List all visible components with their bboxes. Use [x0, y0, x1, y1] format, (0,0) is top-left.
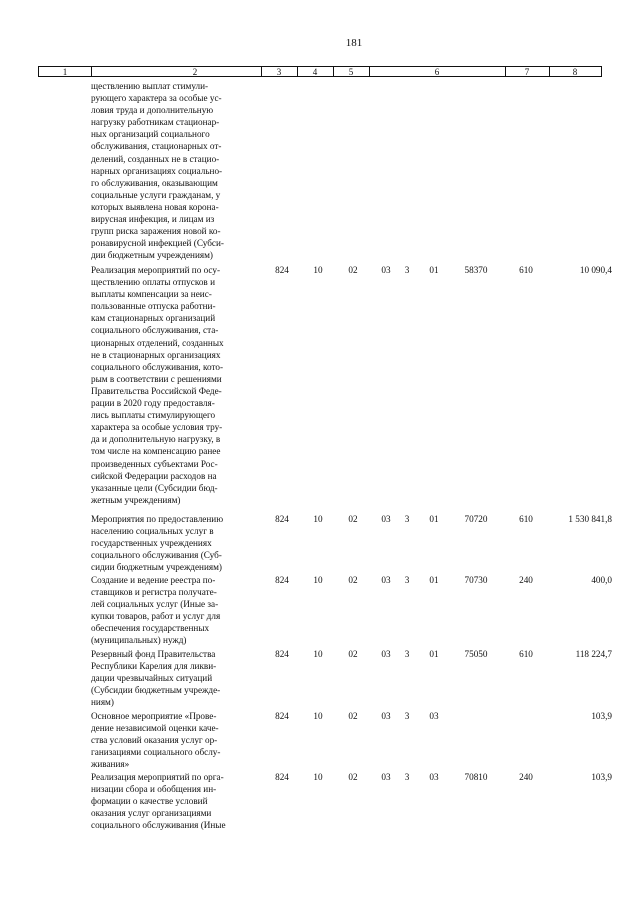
cell-subprogram: 3 — [404, 711, 410, 721]
cell-direction: 70730 — [464, 575, 488, 585]
cell-amount: 118 224,7 — [575, 649, 612, 659]
cell-amount: 400,0 — [591, 575, 612, 585]
cell-activity: 03 — [429, 711, 439, 721]
cell-ministry: 824 — [275, 711, 289, 721]
row-description: Создание и ведение реестра по- ставщиков и регистра получате- лей социальных услуг (Иные за- купки товаров, работ и услуг для обеспечения государственных (муниципальных) нужд) — [91, 575, 221, 646]
row-description: Реализация мероприятий по орга- низации сбора и обобщения ин- формации о качестве условий оказания услуг организациями социального обслуживания (Иные — [91, 772, 226, 831]
row-description: ществлению выплат стимули- рующего характера за особые ус- ловия труда и дополнительную нагрузку работникам стационар- ных организаций социального обслуживания, стационарных от- делений, созданных не в стацио- нарных организациях социально- го обслуживания, оказывающим социальные услуги гражданам, у которых выявлена новая корона- вирусная инфекция, и лицам из групп риска заражения новой ко- ронавирусной инфекцией (Субси- дии бюджетным учреждениям) — [91, 81, 224, 261]
cell-activity: 01 — [429, 649, 439, 659]
cell-subprogram: 3 — [404, 649, 410, 659]
page-number: 181 — [345, 37, 363, 49]
cell-program: 03 — [381, 772, 391, 782]
cell-activity: 01 — [429, 575, 439, 585]
row-description: Реализация мероприятий по осу- ществлению оплаты отпусков и выплаты компенсации за неис- пользованные отпуска работни- кам стационарных организаций социального обслуживания, ста- ционарных отделений, созданных не в стационарных организациях социального обслуживания, кото- рым в соответствии с решениями Правительства Российской Феде- рации в 2020 году предоставля- лись выплаты стимулирующего характера за особые условия тру- да и дополнительную нагрузку, в том числе на компенсацию ранее произведенных субъектами Рос- сийской Федерации расходов на указанные цели (Субсидии бюд- жетным учреждениям) — [91, 265, 224, 505]
header-col-4: 4 — [312, 67, 318, 77]
cell-amount: 1 530 841,8 — [568, 514, 612, 524]
row-description: Мероприятия по предоставлению населению социальных услуг в государственных учреждениях социального обслуживания (Суб- сидии бюджетным учреждениям) — [91, 514, 224, 573]
cell-expense-type: 240 — [519, 575, 533, 585]
header-col-6: 6 — [434, 67, 440, 77]
cell-subsection: 02 — [348, 514, 358, 524]
header-col-2: 2 — [192, 67, 198, 77]
cell-activity: 03 — [429, 772, 439, 782]
cell-expense-type: 610 — [519, 265, 533, 275]
cell-expense-type: 610 — [519, 649, 533, 659]
table-header — [38, 66, 602, 77]
cell-expense-type: 610 — [519, 514, 533, 524]
cell-amount: 103,9 — [591, 772, 612, 782]
cell-direction: 58370 — [464, 265, 488, 275]
cell-ministry: 824 — [275, 772, 289, 782]
cell-ministry: 824 — [275, 265, 289, 275]
cell-program: 03 — [381, 649, 391, 659]
cell-section: 10 — [313, 649, 323, 659]
cell-program: 03 — [381, 711, 391, 721]
cell-direction: 70720 — [464, 514, 488, 524]
header-col-5: 5 — [348, 67, 354, 77]
cell-ministry: 824 — [275, 575, 289, 585]
cell-subsection: 02 — [348, 649, 358, 659]
header-col-3: 3 — [276, 67, 282, 77]
cell-section: 10 — [313, 711, 323, 721]
cell-subsection: 02 — [348, 265, 358, 275]
cell-program: 03 — [381, 514, 391, 524]
header-col-7: 7 — [524, 67, 530, 77]
cell-ministry: 824 — [275, 514, 289, 524]
cell-direction: 70810 — [464, 772, 488, 782]
cell-subprogram: 3 — [404, 575, 410, 585]
cell-program: 03 — [381, 575, 391, 585]
cell-subsection: 02 — [348, 772, 358, 782]
cell-subsection: 02 — [348, 575, 358, 585]
cell-activity: 01 — [429, 514, 439, 524]
cell-section: 10 — [313, 265, 323, 275]
cell-subprogram: 3 — [404, 772, 410, 782]
row-description: Основное мероприятие «Прове- дение независимой оценки каче- ства условий оказания услуг ор- ганизациями социального обслу- живания» — [91, 711, 221, 770]
cell-subprogram: 3 — [404, 265, 410, 275]
cell-amount: 10 090,4 — [579, 265, 612, 275]
cell-section: 10 — [313, 772, 323, 782]
cell-subsection: 02 — [348, 711, 358, 721]
cell-amount: 103,9 — [591, 711, 612, 721]
header-col-8: 8 — [572, 67, 578, 77]
cell-direction: 75050 — [464, 649, 488, 659]
cell-section: 10 — [313, 514, 323, 524]
header-col-1: 1 — [62, 67, 68, 77]
row-description: Резервный фонд Правительства Республики Карелия для ликви- дации чрезвычайных ситуаций (Субсидии бюджетным учрежде- ниям) — [91, 649, 221, 708]
cell-subprogram: 3 — [404, 514, 410, 524]
cell-ministry: 824 — [275, 649, 289, 659]
cell-section: 10 — [313, 575, 323, 585]
cell-expense-type: 240 — [519, 772, 533, 782]
cell-activity: 01 — [429, 265, 439, 275]
cell-program: 03 — [381, 265, 391, 275]
